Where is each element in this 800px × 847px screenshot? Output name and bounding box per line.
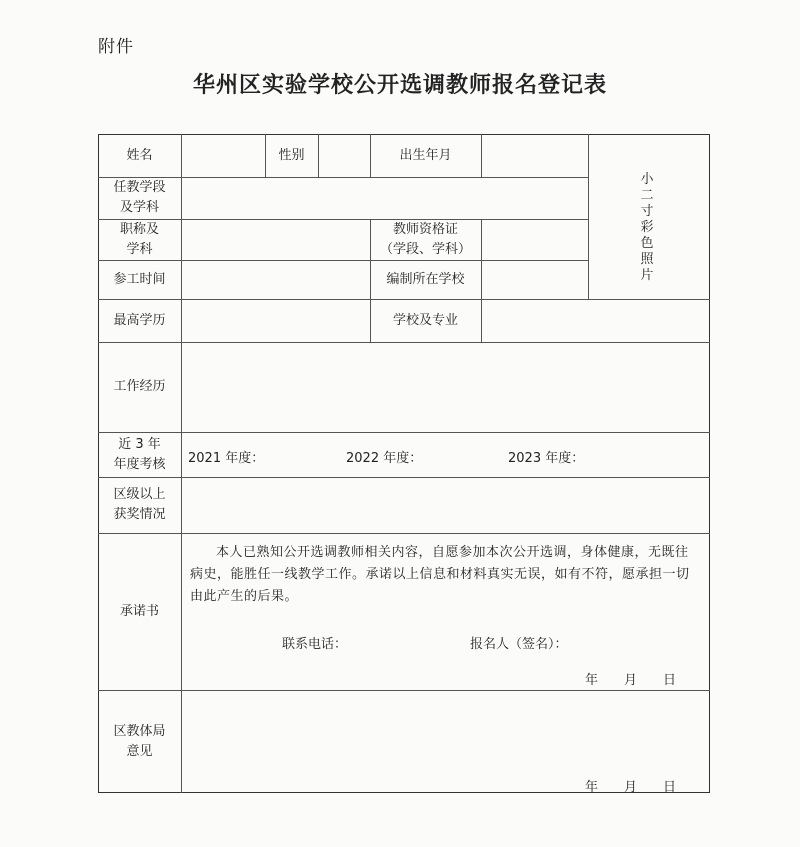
col-line [588, 134, 589, 299]
teacher-cert-label: 教师资格证 （学段、学科） [379, 221, 471, 257]
assessment-2023: 2023 年度： [508, 451, 585, 466]
signature-label: 报名人（签名）： [470, 637, 568, 652]
awards-label: 区级以上 获奖情况 [113, 487, 166, 522]
row-line [98, 690, 710, 691]
stage-subject-label: 任教学段 及学科 [113, 180, 166, 215]
name-label: 姓名 [126, 147, 153, 163]
photo-placeholder-label: 小二寸彩色照片 [640, 172, 654, 283]
assessment-label: 近 3 年 年度考核 [113, 436, 166, 472]
col-line [318, 134, 319, 177]
assessment-2021: 2021 年度： [188, 451, 265, 466]
bureau-opinion-label: 区教体局 意见 [113, 723, 166, 759]
col-line [181, 134, 182, 793]
col-line [481, 219, 482, 342]
birth-label: 出生年月 [399, 147, 452, 163]
promise-date: 年 月 日 [585, 673, 677, 688]
work-start-label: 参工时间 [113, 271, 166, 287]
promise-text: 本人已熟知公开选调教师相关内容，自愿参加本次公开选调，身体健康，无既往病史，能胜任一线教学工作。承诺以上信息和材料真实无误，如有不符，愿承担一切由此产生的后果。 [190, 545, 690, 604]
education-label: 最高学历 [113, 312, 166, 328]
col-line [481, 134, 482, 177]
major-label: 学校及专业 [392, 312, 458, 328]
bureau-date: 年 月 日 [585, 780, 677, 795]
row-line [98, 533, 710, 534]
attachment-label: 附件 [98, 37, 134, 57]
gender-label: 性别 [278, 147, 305, 163]
row-line [98, 477, 710, 478]
experience-label: 工作经历 [113, 379, 166, 394]
promise-label: 承诺书 [119, 603, 159, 619]
assessment-2022: 2022 年度： [346, 451, 423, 466]
school-label: 编制所在学校 [386, 271, 465, 287]
form-title: 华州区实验学校公开选调教师报名登记表 [192, 73, 607, 98]
row-line [98, 432, 710, 433]
title-subject-label: 职称及 学科 [119, 221, 159, 257]
phone-label: 联系电话： [282, 637, 348, 652]
row-line [98, 342, 710, 343]
